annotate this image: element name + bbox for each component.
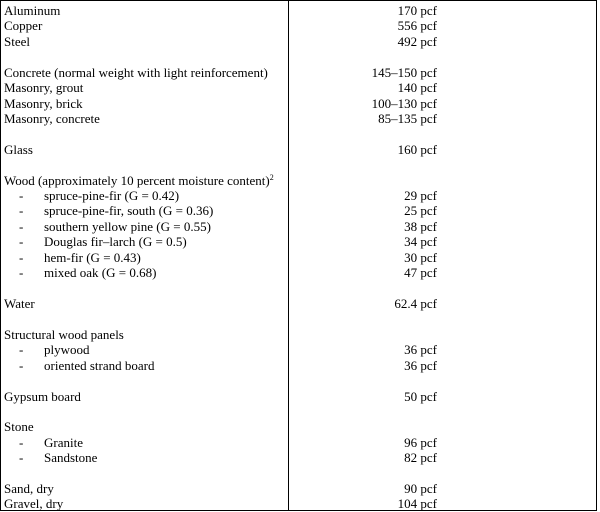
- material-name: Stone: [4, 419, 34, 435]
- material-name: hem-fir (G = 0.43): [44, 249, 141, 265]
- material-name: Copper: [4, 18, 43, 34]
- unit-weight-value: 29 pcf: [404, 188, 437, 204]
- table-row: [1, 3, 596, 19]
- unit-weight-value: 100–130 pcf: [371, 95, 437, 111]
- bullet-dash: -: [19, 249, 24, 265]
- bullet-dash: -: [19, 218, 24, 234]
- table-row: [1, 435, 596, 451]
- table-row: [1, 111, 596, 127]
- material-name: Glass: [4, 141, 33, 157]
- table-row: [1, 126, 596, 142]
- unit-weight-value: 36 pcf: [404, 357, 437, 373]
- table-row: [1, 265, 596, 281]
- unit-weight-value: 90 pcf: [404, 481, 437, 497]
- bullet-dash: -: [19, 188, 24, 204]
- unit-weight-value: 30 pcf: [404, 249, 437, 265]
- unit-weight-value: 140 pcf: [397, 80, 437, 96]
- unit-weight-value: 145–150 pcf: [371, 64, 437, 80]
- unit-weight-value: 85–135 pcf: [378, 110, 437, 126]
- table-row: [1, 450, 596, 466]
- table-row: [1, 96, 596, 112]
- material-name: Wood (approximately 10 percent moisture content)$^2$: [4, 172, 274, 188]
- table-row: [1, 65, 596, 81]
- bullet-dash: -: [19, 434, 24, 450]
- material-name: oriented strand board: [44, 357, 155, 373]
- table-row: [1, 466, 596, 482]
- bullet-dash: -: [19, 265, 24, 281]
- unit-weight-value: 25 pcf: [404, 203, 437, 219]
- table-row: [1, 481, 596, 497]
- unit-weight-value: 492 pcf: [397, 33, 437, 49]
- material-name: southern yellow pine (G = 0.55): [44, 218, 211, 234]
- bullet-dash: -: [19, 234, 24, 250]
- table-row: [1, 157, 596, 173]
- table-row: [1, 203, 596, 219]
- material-name: Douglas fir–larch (G = 0.5): [44, 234, 187, 250]
- unit-weight-value: 160 pcf: [397, 141, 437, 157]
- unit-weight-value: 82 pcf: [404, 450, 437, 466]
- material-name: Aluminum: [4, 3, 61, 18]
- material-name: Steel: [4, 33, 30, 49]
- material-name: Masonry, grout: [4, 80, 84, 96]
- unit-weight-value: 47 pcf: [404, 265, 437, 281]
- table-row: [1, 389, 596, 405]
- table-row: [1, 358, 596, 374]
- material-name: Sand, dry: [4, 481, 54, 497]
- footnote-marker: 2: [269, 172, 274, 182]
- bullet-dash: -: [19, 203, 24, 219]
- unit-weight-value: 50 pcf: [404, 388, 437, 404]
- table-row: [1, 311, 596, 327]
- unit-weight-value: 556 pcf: [397, 18, 437, 34]
- material-name: spruce-pine-fir (G = 0.42): [44, 188, 180, 204]
- material-name: Sandstone: [44, 450, 98, 466]
- table-row: [1, 327, 596, 343]
- unit-weight-value: 170 pcf: [397, 3, 437, 18]
- bullet-dash: -: [19, 357, 24, 373]
- material-name: Concrete (normal weight with light reinforcement): [4, 64, 268, 80]
- table-row: [1, 34, 596, 50]
- table-row: [1, 234, 596, 250]
- unit-weight-value: 104 pcf: [397, 496, 437, 512]
- table-row: [1, 219, 596, 235]
- material-name: spruce-pine-fir, south (G = 0.36): [44, 203, 214, 219]
- table-row: [1, 296, 596, 312]
- material-name: Gypsum board: [4, 388, 81, 404]
- table-row: [1, 404, 596, 420]
- table-row: [1, 250, 596, 266]
- material-name: Gravel, dry: [4, 496, 64, 512]
- bullet-dash: -: [19, 342, 24, 358]
- table-row: [1, 188, 596, 204]
- table-row: [1, 18, 596, 34]
- material-name: plywood: [44, 342, 90, 358]
- unit-weight-value: 38 pcf: [404, 218, 437, 234]
- material-name: Masonry, brick: [4, 95, 83, 111]
- material-name: mixed oak (G = 0.68): [44, 265, 157, 281]
- bullet-dash: -: [19, 450, 24, 466]
- table-row: [1, 49, 596, 65]
- table-row: [1, 342, 596, 358]
- unit-weight-value: 96 pcf: [404, 434, 437, 450]
- table-row: [1, 142, 596, 158]
- table-row: [1, 281, 596, 297]
- table-row: [1, 419, 596, 435]
- unit-weight-value: 36 pcf: [404, 342, 437, 358]
- table-row: [1, 80, 596, 96]
- material-name: Water: [4, 295, 35, 311]
- unit-weight-value: 34 pcf: [404, 234, 437, 250]
- table-row: [1, 173, 596, 189]
- material-name: Masonry, concrete: [4, 110, 100, 126]
- table-row: [1, 373, 596, 389]
- material-name: Granite: [44, 434, 83, 450]
- table-row: [1, 496, 596, 512]
- material-name: Structural wood panels: [4, 326, 124, 342]
- unit-weight-value: 62.4 pcf: [394, 295, 437, 311]
